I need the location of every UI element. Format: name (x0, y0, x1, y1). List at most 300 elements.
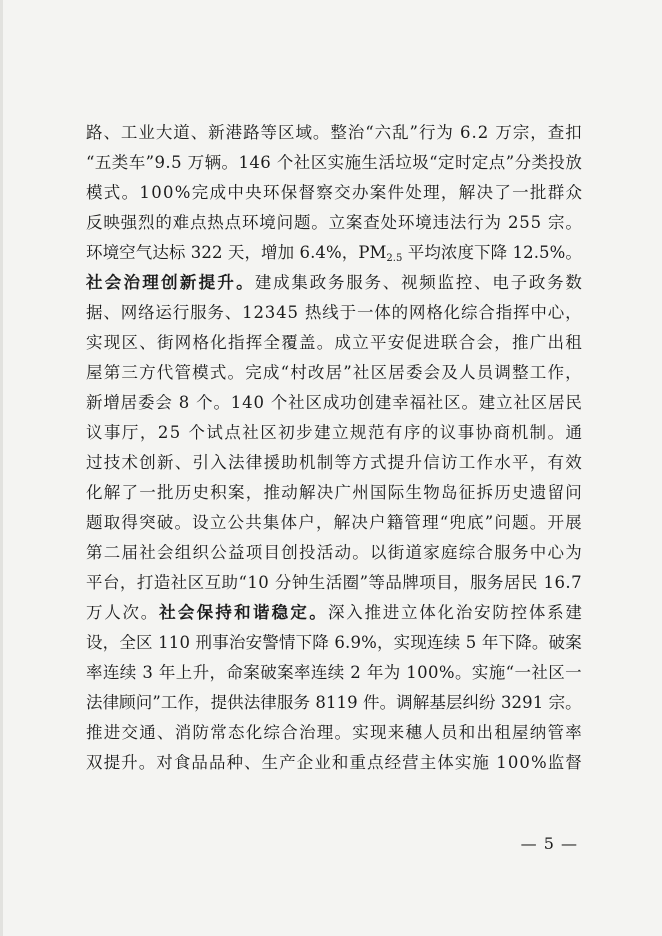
text-run: 街 (157, 333, 174, 352)
text-line (86, 628, 582, 658)
text-run: 民 (520, 573, 538, 592)
text-run (401, 658, 406, 688)
text-run: 法 (243, 693, 261, 712)
text-run: 实 (327, 153, 345, 172)
text-run: 区 (548, 663, 565, 682)
text-run: 工 (160, 693, 178, 712)
text-run: 为 (383, 663, 401, 682)
text-run: 户 (369, 513, 386, 532)
text-run: 0 (258, 573, 269, 592)
section-heading: 。 (236, 273, 254, 292)
text-line (86, 478, 582, 508)
text-run: ， (245, 483, 263, 502)
text-run: 助 (221, 573, 238, 592)
text-run: 分 (514, 153, 532, 172)
section-heading: 持 (215, 603, 233, 622)
text-run: 体 (528, 603, 546, 622)
text-run: 降 (490, 243, 508, 262)
text-run: 圈 (342, 573, 360, 592)
text-run: 降 (515, 633, 532, 652)
text-run: 率 (565, 723, 582, 742)
text-run: 1 (512, 243, 524, 262)
text-run: 留 (547, 483, 564, 502)
text-run: 个 (196, 393, 213, 412)
text-run: 居 (503, 573, 521, 592)
text-run: 幸 (392, 393, 409, 412)
text-run: 0 (507, 753, 519, 772)
text-run: 个 (188, 423, 205, 442)
text-run: 。 (138, 753, 156, 772)
text-run: % (438, 663, 455, 682)
text-run: 整 (512, 363, 529, 382)
text-run: 社 (531, 663, 548, 682)
text-run: 务 (207, 303, 224, 322)
text-run: 创 (357, 393, 374, 412)
text-run: 国 (370, 483, 387, 502)
text-run: 群 (547, 183, 565, 202)
text-run: 律 (245, 453, 263, 472)
text-run: 屋 (512, 723, 529, 742)
text-run: 街 (387, 543, 405, 562)
text-run: 屋 (86, 363, 103, 382)
text-run: 产 (279, 753, 296, 772)
text-run: 来 (387, 723, 405, 742)
text-run: 防 (192, 723, 209, 742)
text-run: 工 (458, 453, 476, 472)
text-run: 实 (454, 753, 472, 772)
text-run: 基 (429, 693, 446, 712)
text-run: 服 (276, 693, 294, 712)
text-run: 户 (298, 513, 315, 532)
text-run: 路 (243, 123, 260, 142)
text-run: 行 (418, 123, 436, 142)
text-line (86, 568, 582, 598)
text-run: 施 (344, 153, 362, 172)
text-run: 。 (312, 123, 330, 142)
text-run: 建 (374, 393, 392, 412)
text-run: 问 (565, 483, 582, 502)
text-run: 庭 (441, 543, 458, 562)
text-run: 。 (334, 723, 351, 742)
section-heading: 社 (86, 273, 103, 292)
text-run: 活 (325, 573, 343, 592)
text-run: 第 (103, 363, 121, 382)
text-run: 烈 (137, 213, 155, 232)
text-run: 进 (423, 333, 440, 352)
text-run: 模 (192, 363, 209, 382)
text-run: 问 (135, 693, 153, 712)
text-run: 2 (253, 303, 264, 322)
text-run: 进 (103, 723, 121, 742)
text-run: 万 (495, 123, 512, 142)
text-run: 供 (227, 693, 244, 712)
text-run: 成 (322, 393, 340, 412)
text-run: 双 (86, 753, 103, 772)
text-run: 营 (402, 753, 419, 772)
text-run: 中 (530, 303, 547, 322)
text-run: 人 (104, 603, 121, 622)
text-run: 制 (316, 453, 334, 472)
text-run: 纷 (479, 693, 496, 712)
text-run (265, 388, 270, 418)
text-run: 一 (139, 483, 156, 502)
text-run: 大 (155, 123, 173, 142)
text-run: 运 (155, 303, 172, 322)
text-run: 钟 (291, 573, 309, 592)
text-run: 环 (241, 213, 259, 232)
text-run: 升 (192, 663, 210, 682)
text-run: 新 (208, 123, 225, 142)
text-run: 委 (405, 363, 423, 382)
text-run (489, 118, 494, 148)
text-run: 服 (494, 543, 511, 562)
text-run: 兜 (449, 513, 466, 532)
text-run: 0 (179, 633, 190, 652)
text-run: 调 (494, 363, 511, 382)
text-run: 社 (293, 153, 311, 172)
text-run: 、 (103, 123, 120, 142)
text-run: 。 (565, 693, 582, 712)
text-run: 一 (356, 303, 374, 322)
scan-edge-shadow (0, 0, 3, 936)
text-line (86, 208, 582, 238)
text-run: % (361, 633, 377, 652)
text-run: 次 (122, 603, 140, 622)
body-text (86, 118, 582, 778)
text-run: ， (565, 303, 582, 322)
text-run: 服 (346, 273, 363, 292)
text-run: 挥 (245, 333, 263, 352)
text-run: 会 (157, 543, 174, 562)
text-run: 届 (121, 543, 138, 562)
text-run: 试 (206, 423, 223, 442)
text-run: 5 (539, 243, 550, 262)
text-run: 和 (458, 723, 476, 742)
text-run: 等 (260, 123, 278, 142)
text-run: 件 (363, 693, 380, 712)
text-run: 时 (454, 153, 472, 172)
text-run: 批 (529, 183, 547, 202)
text-run: 式 (370, 453, 387, 472)
text-run: . (165, 153, 171, 172)
text-run: 五 (94, 153, 112, 172)
text-run: 消 (174, 723, 192, 742)
text-run: 区 (530, 393, 548, 412)
text-run: 点 (488, 153, 506, 172)
text-run: 体 (374, 303, 391, 322)
text-run: 生 (405, 483, 422, 502)
text-run: 项 (245, 543, 263, 562)
text-run: 点 (367, 753, 384, 772)
text-run: 子 (510, 273, 528, 292)
text-run: 织 (192, 543, 209, 562)
text-run: 务 (547, 273, 564, 292)
text-run: 促 (405, 333, 422, 352)
text-run: ， (315, 513, 333, 532)
text-run: 定 (438, 153, 455, 172)
text-run: 综 (461, 303, 478, 322)
text-run: 域 (295, 123, 312, 142)
text-run: 5 (465, 633, 477, 652)
text-run: 联 (441, 333, 458, 352)
text-line (86, 328, 582, 358)
text-run: 深 (327, 603, 345, 622)
text-run (361, 658, 366, 688)
text-run: 环 (262, 183, 280, 202)
text-run: 9 (347, 693, 358, 712)
text-run: “ (86, 153, 95, 172)
text-run: 层 (445, 693, 463, 712)
text-run: 频 (419, 273, 436, 292)
text-run: 热 (207, 213, 224, 232)
text-run: % (530, 753, 547, 772)
text-run: 入 (210, 453, 227, 472)
text-run: 化 (86, 483, 103, 502)
text-run: 纳 (529, 723, 547, 742)
text-run: 商 (493, 423, 511, 442)
text-run: 0 (162, 183, 174, 202)
text-run: 代 (156, 363, 174, 382)
text-run: 一 (512, 183, 529, 202)
section-heading: 治 (123, 273, 141, 292)
text-run: 初 (278, 423, 295, 442)
text-run (271, 148, 276, 178)
text-run: 工 (120, 123, 138, 142)
text-run: 作 (476, 453, 493, 472)
text-run: 厅 (121, 423, 139, 442)
text-run: 案 (369, 183, 387, 202)
text-run: 了 (121, 483, 138, 502)
text-run: 方 (352, 453, 369, 472)
text-run: 管 (547, 723, 564, 742)
text-run: 违 (432, 213, 450, 232)
text-run: 2 (157, 423, 169, 442)
text-run: 过 (86, 453, 103, 472)
text-line (86, 538, 582, 568)
text-run: ， (453, 573, 470, 592)
text-run: 集 (291, 273, 308, 292)
text-run: 成 (273, 273, 290, 292)
text-run: 反 (86, 213, 103, 232)
text-run: 降 (312, 633, 329, 652)
text-run: 创 (281, 543, 298, 562)
text-run: 品 (191, 753, 208, 772)
text-run: 社 (352, 363, 370, 382)
text-run: 租 (494, 723, 511, 742)
text-run: 交 (334, 183, 351, 202)
text-run: ” (359, 573, 368, 592)
text-run: 续 (119, 663, 137, 682)
text-run: 升 (121, 753, 138, 772)
text-run: 万 (86, 603, 103, 622)
text-run (538, 568, 543, 598)
text-run: 常 (210, 723, 227, 742)
text-run: 议 (86, 423, 103, 442)
text-run: 立 (209, 513, 227, 532)
text-run: 9 (350, 633, 361, 652)
text-run: 、 (244, 753, 261, 772)
text-run: 防 (492, 603, 509, 622)
text-run: 征 (458, 483, 476, 502)
text-line (86, 298, 582, 328)
text-run: 事 (103, 423, 121, 442)
text-run: 5 (530, 213, 542, 232)
text-run: 4 (276, 303, 287, 322)
text-run: ， (139, 423, 157, 442)
text-run: 现 (370, 723, 387, 742)
text-run: 州 (352, 483, 369, 502)
text-run: 得 (121, 513, 138, 532)
text-run: . (471, 123, 477, 142)
text-run: 成 (262, 363, 280, 382)
text-run: . (533, 243, 539, 262)
text-run: 机 (511, 423, 529, 442)
text-run: 水 (494, 453, 511, 472)
text-run: 圾 (412, 153, 429, 172)
text-run: 企 (296, 753, 314, 772)
text-run: 合 (476, 543, 493, 562)
text-run: 施 (488, 663, 506, 682)
text-run: 案 (565, 633, 582, 652)
text-run: 推 (512, 333, 529, 352)
text-run: 事 (457, 423, 475, 442)
text-run: 、 (474, 273, 491, 292)
text-run: 历 (174, 483, 192, 502)
text-run: 创 (139, 453, 156, 472)
text-run: 题 (86, 513, 103, 532)
text-run: 投 (299, 543, 316, 562)
text-run: 生 (261, 753, 279, 772)
text-run: 律 (102, 693, 120, 712)
text-run: 社 (513, 393, 530, 412)
text-run: 、 (224, 303, 242, 322)
text-run: 造 (153, 573, 171, 592)
text-run: 覆 (281, 333, 298, 352)
text-run: 为 (484, 213, 502, 232)
text-run: 食 (173, 753, 191, 772)
text-run: 连 (310, 663, 328, 682)
text-run: 。 (565, 213, 582, 232)
text-run: 标 (168, 243, 186, 262)
text-line-pm25 (86, 238, 582, 268)
text-run: 辆 (204, 153, 222, 172)
text-run: 年 (158, 663, 176, 682)
text-run: 均 (424, 243, 441, 262)
text-run: 3 (264, 303, 276, 322)
text-run: 宗 (548, 693, 566, 712)
text-run: “ (280, 363, 289, 382)
text-run: 解 (333, 513, 351, 532)
text-run: 益 (228, 543, 245, 562)
text-run: 4 (249, 153, 260, 172)
text-run: 中 (529, 543, 547, 562)
text-run: 6 (554, 573, 565, 592)
section-heading: 保 (196, 603, 214, 622)
text-run: 4 (242, 393, 253, 412)
text-run: 境 (102, 243, 120, 262)
text-run: 出 (476, 723, 493, 742)
text-run: 推 (364, 603, 381, 622)
text-run: 交 (121, 723, 138, 742)
text-run: 实 (471, 663, 489, 682)
text-run: 宗 (512, 123, 530, 142)
text-run: 服 (470, 573, 487, 592)
text-run: 下 (295, 633, 313, 652)
text-run: 破 (548, 633, 566, 652)
text-run: 作 (547, 363, 564, 382)
text-run: 技 (103, 453, 121, 472)
text-run: 和 (331, 753, 349, 772)
text-run: 事 (212, 633, 229, 652)
text-run: 、 (103, 303, 120, 322)
text-run: 乱 (392, 123, 409, 142)
text-run: 对 (156, 753, 173, 772)
text-line (86, 718, 582, 748)
section-heading: 。 (309, 603, 327, 622)
text-run (299, 298, 304, 328)
subscript: 2.5 (386, 253, 403, 264)
text-run: 为 (565, 543, 582, 562)
text-run: 1 (406, 663, 417, 682)
text-run: 会 (155, 393, 172, 412)
text-run: 1 (247, 573, 258, 592)
text-run: 为 (436, 123, 453, 142)
text-run: $M_{2.5}$ (369, 243, 403, 264)
text-run: 务 (512, 543, 529, 562)
text-run: 2 (511, 693, 523, 712)
text-run: 实 (352, 723, 369, 742)
text-run: 心 (547, 543, 564, 562)
section-heading: 升 (217, 273, 235, 292)
text-run: 道 (405, 543, 422, 562)
text-run: 治 (455, 603, 473, 622)
text-run: 决 (476, 183, 494, 202)
text-run: 5 (169, 423, 181, 442)
text-run: 立 (352, 333, 369, 352)
text-run: 综 (263, 723, 280, 742)
text-run: 改 (307, 363, 325, 382)
section-heading: 创 (161, 273, 179, 292)
text-run: 境 (415, 213, 432, 232)
text-line (86, 748, 582, 778)
text-run: 体 (419, 603, 436, 622)
text-run: 式 (209, 363, 227, 382)
text-run: 题 (293, 213, 311, 232)
text-run: 人 (459, 363, 476, 382)
text-run: 人 (423, 723, 440, 742)
text-run: 籍 (386, 513, 404, 532)
text-run: 居 (548, 393, 565, 412)
text-run: 0 (417, 663, 428, 682)
text-run: 。 (547, 423, 564, 442)
text-run: 了 (494, 183, 511, 202)
text-run: 新 (157, 453, 174, 472)
text-run: 序 (403, 423, 421, 442)
text-run: 治 (228, 633, 246, 652)
text-run: 纠 (462, 693, 479, 712)
section-heading: 会 (177, 603, 195, 622)
text-run: 2 (350, 663, 361, 682)
text-run: 办 (351, 183, 369, 202)
text-run: 社 (139, 543, 156, 562)
text-run: 的 (391, 303, 409, 322)
text-run: 规 (350, 423, 367, 442)
text-run: 1 (242, 303, 253, 322)
text-run: 2 (211, 243, 223, 262)
text-run: 垃 (395, 153, 412, 172)
text-run: 实 (393, 633, 411, 652)
text-run: 等 (334, 453, 351, 472)
